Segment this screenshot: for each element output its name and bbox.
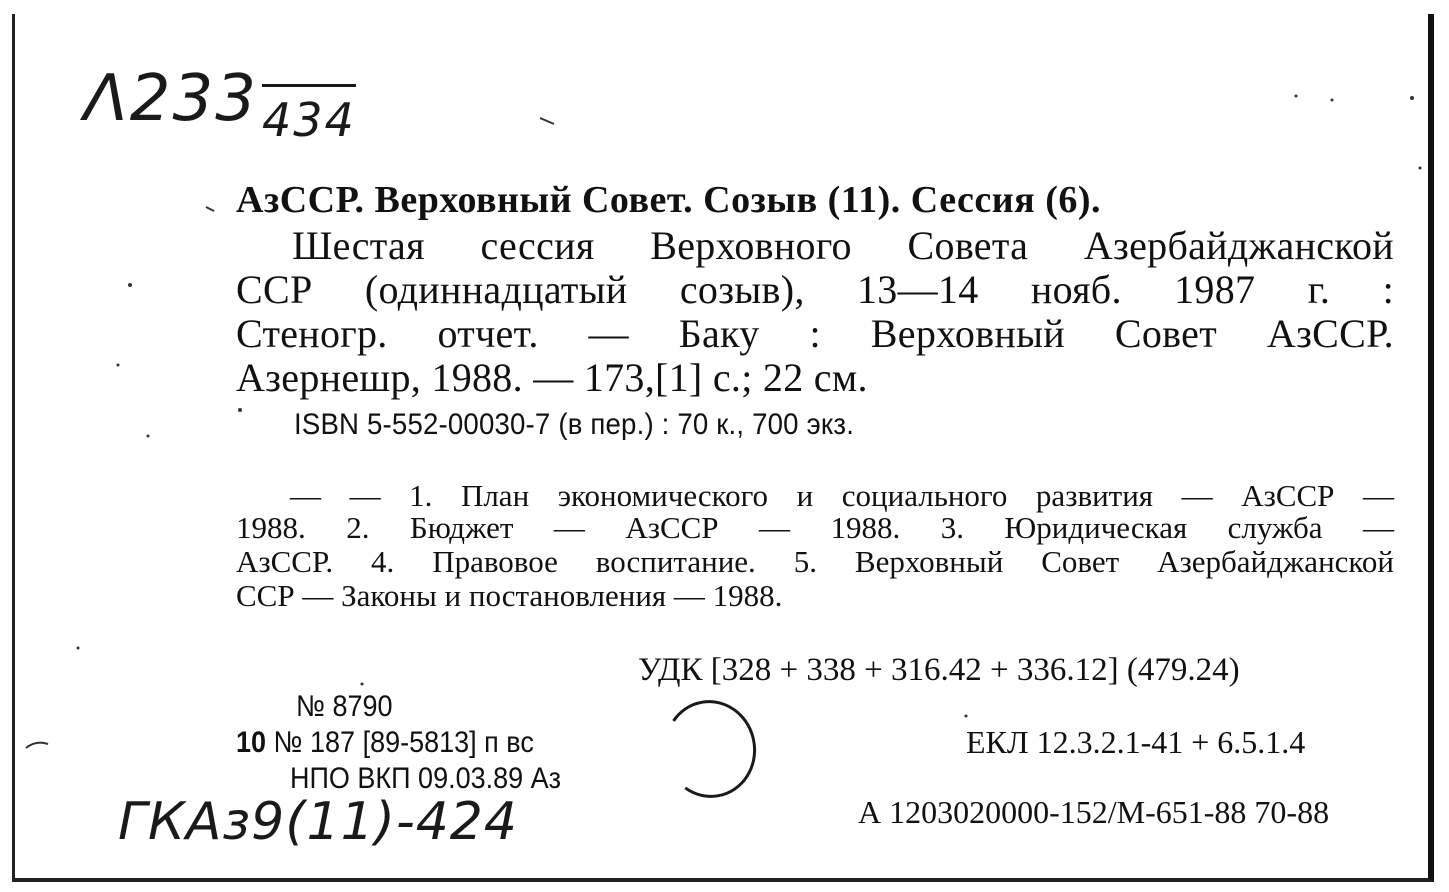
entry-body-line-3: Стеногр. отчет. — Баку : Верховный Совет АзССР. <box>236 311 1394 356</box>
order-number <box>236 726 534 760</box>
isbn-line: ISBN 5-552-00030-7 (в пер.) : 70 к., 700 экз. <box>294 408 855 441</box>
npo-line: НПО ВКП 09.03.89 Аз <box>290 762 562 795</box>
handwritten-call-number <box>84 62 356 147</box>
entry-body-line-2: ССР (одиннадцатый созыв), 13—14 нояб. 1987 г. : <box>236 267 1394 312</box>
subject-line-3: АзССР. 4. Правовое воспитание. 5. Верховный Совет Азербайджанской <box>236 544 1394 579</box>
handwritten-call-main: Λ233 <box>84 62 258 136</box>
udk-code: УДК [328 + 338 + 316.42 + 336.12] (479.24) <box>638 652 1240 688</box>
subject-line-1: — — 1. План экономического и социального развития — АзССР — <box>290 478 1394 513</box>
ekl-code: ЕКЛ 12.3.2.1-41 + 6.5.1.4 <box>966 724 1306 760</box>
order-rest: № 187 [89-5813] п вс <box>273 726 534 759</box>
entry-body-line-1: Шестая сессия Верховного Совета Азербайджанской <box>292 223 1394 268</box>
a-code: А 1203020000-152/М-651-88 70-88 <box>858 794 1330 830</box>
order-lead: 10 <box>236 726 267 759</box>
card-number: № 8790 <box>296 690 393 723</box>
entry-body-line-4: Азернешр, 1988. — 173,[1] с.; 22 см. <box>236 355 868 400</box>
handwritten-call-sub: 434 <box>262 84 356 147</box>
handwritten-shelf-mark: ГКАз9(11)-424 <box>118 792 518 852</box>
subject-line-2: 1988. 2. Бюджет — АзССР — 1988. 3. Юридическая служба — <box>236 510 1394 545</box>
entry-heading: АзССР. Верховный Совет. Созыв (11). Сессия (6). <box>236 179 1102 221</box>
subject-line-4: ССР — Законы и постановления — 1988. <box>236 578 783 613</box>
